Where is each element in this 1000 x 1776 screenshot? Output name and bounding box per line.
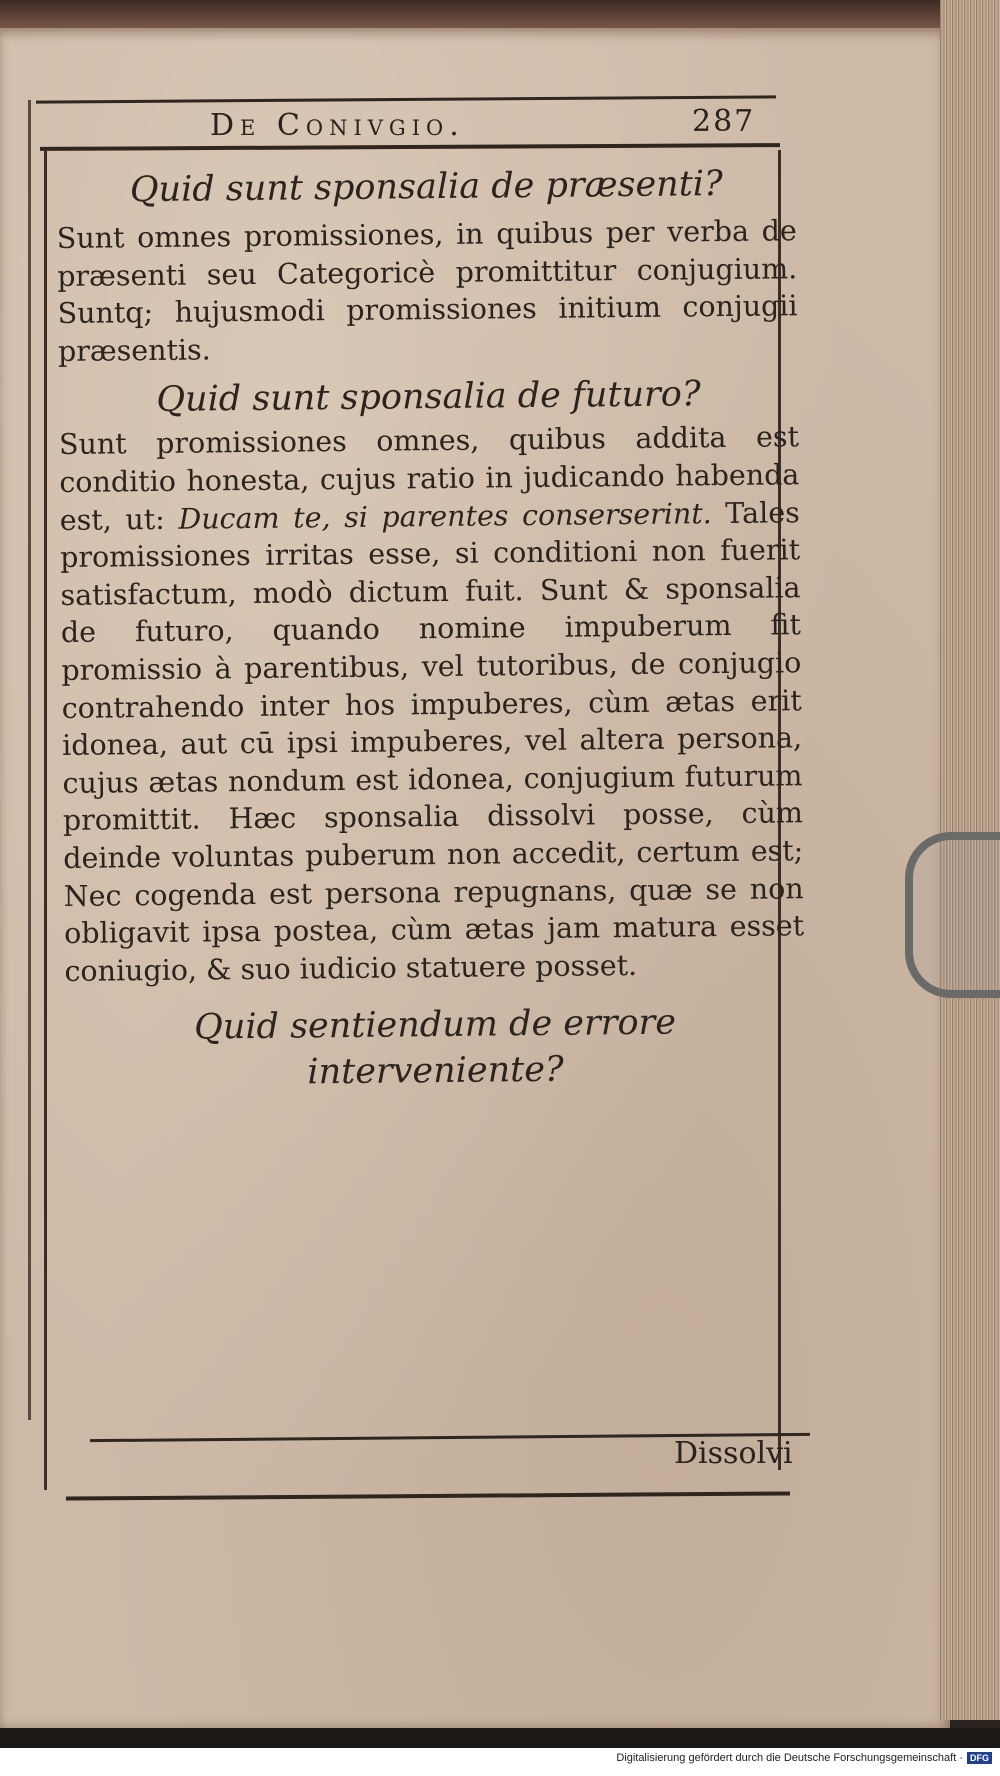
- metal-clasp: [905, 832, 1000, 998]
- paragraph-text: Sunt promissiones omnes, quibus addita est conditio honesta, cujus ratio in judicando habenda est, ut:: [58, 420, 800, 537]
- dfg-logo: DFG: [967, 1752, 992, 1764]
- page-number: 287: [692, 104, 756, 139]
- frame-left-rule: [44, 150, 47, 1490]
- paragraph-text: Tales promissiones irritas esse, si conditioni non fuerit satisfactum, modò dictum fuit. Sunt & sponsalia de futuro, quando nomine impuberum fit promissio à parentibus, vel tutoribus, de conjugio contrahendo inter hos impuberes, cùm ætas erit idonea, aut cū ipsi impuberes, vel altera persona, cujus ætas nondum est idonea, conjugium futurum promittit. Hæc sponsalia dissolvi posse, cùm deinde voluntas puberum non accedit, certum est; Nec cogenda est persona repugnans, quæ se non obligavit ipsa postea, cùm ætas jam matura esset coniugio, & suo iudicio statuere posset.: [59, 495, 805, 988]
- running-title: De Conivgio.: [210, 108, 465, 143]
- bottom-edge: [0, 1728, 1000, 1748]
- question-heading: Quid sentiendum de errore interveniente?: [193, 1002, 677, 1093]
- credit-text: Digitalisierung gefördert durch die Deutsche Forschungsgemeinschaft ·: [616, 1752, 963, 1764]
- top-edge: [0, 0, 1000, 30]
- paragraph: [59, 419, 805, 991]
- frame-outer-left-rule: [28, 100, 31, 1420]
- digitization-credit: [616, 1752, 992, 1764]
- catchword: Dissolvi: [674, 1436, 793, 1471]
- paragraph: Sunt omnes promissiones, in quibus per verba de præsenti seu Categoricè promittitur conjugium. Suntq; hujusmodi promissiones initium conjugii præsentis.: [56, 214, 798, 368]
- text-block: [56, 152, 806, 1098]
- question-heading: Quid sunt sponsalia de futuro?: [156, 374, 701, 421]
- italic-quotation: Ducam te, si parentes conserserint.: [178, 496, 712, 536]
- question-heading: Quid sunt sponsalia de præsenti?: [129, 164, 723, 211]
